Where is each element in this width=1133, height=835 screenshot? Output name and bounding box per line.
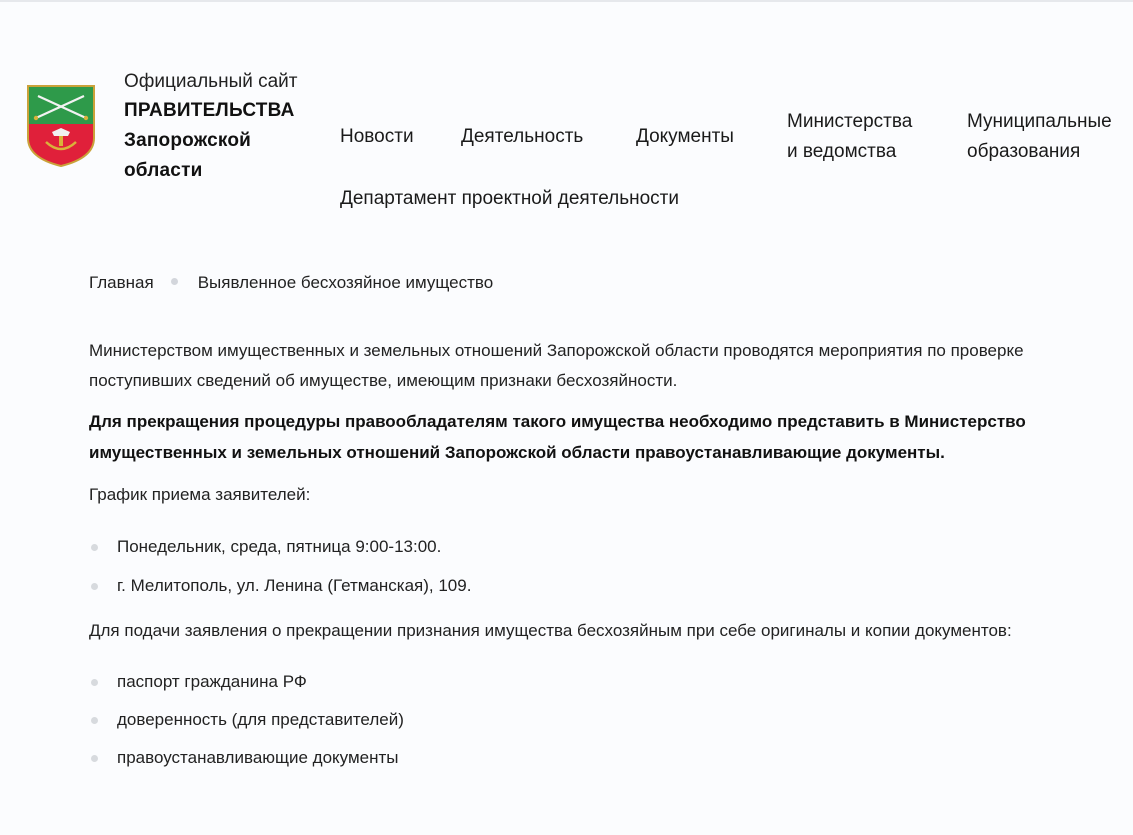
list-item-text: правоустанавливающие документы xyxy=(117,748,399,767)
documents-heading: Для подачи заявления о прекращении признания имущества бесхозяйным при себе оригиналы и копии документов: xyxy=(89,621,1012,640)
list-item xyxy=(89,571,1119,601)
nav-ministries[interactable] xyxy=(787,107,957,167)
site-brand[interactable] xyxy=(124,68,324,186)
nav-ministries-line1: Министерства xyxy=(787,111,913,132)
brand-subtitle: Официальный сайт xyxy=(124,71,298,92)
list-item xyxy=(89,743,1119,773)
brand-title-line1: ПРАВИТЕЛЬСТВА xyxy=(124,100,295,121)
list-item-text: паспорт гражданина РФ xyxy=(117,672,307,691)
brand-title-line3: области xyxy=(124,160,203,181)
list-item-text: доверенность (для представителей) xyxy=(117,710,404,729)
bullet-icon xyxy=(91,755,98,762)
notice-paragraph: Для прекращения процедуры правообладателям такого имущества необходимо представить в Министерство имущественных и земельных отношений Запорожской области правоустанавливающие документы. xyxy=(89,412,1026,462)
nav-news[interactable]: Новости xyxy=(340,126,414,147)
list-item xyxy=(89,667,1119,697)
schedule-heading: График приема заявителей: xyxy=(89,485,311,504)
breadcrumb xyxy=(89,270,493,296)
list-item xyxy=(89,532,1119,562)
list-item xyxy=(89,705,1119,735)
intro-paragraph: Министерством имущественных и земельных отношений Запорожской области проводятся мероприятия по проверке поступивших сведений об имуществе, имеющим признаки бесхозяйности. xyxy=(89,341,1024,390)
coat-of-arms-icon[interactable] xyxy=(26,84,96,168)
breadcrumb-separator xyxy=(171,278,178,285)
top-border xyxy=(0,0,1133,2)
breadcrumb-current: Выявленное бесхозяйное имущество xyxy=(197,273,494,292)
nav-activity[interactable]: Деятельность xyxy=(461,126,584,147)
nav-ministries-line2: и ведомства xyxy=(787,141,897,162)
nav-documents[interactable]: Документы xyxy=(636,126,734,147)
main-content xyxy=(89,336,1119,781)
list-item-text: Понедельник, среда, пятница 9:00-13:00. xyxy=(117,537,442,556)
breadcrumb-home[interactable]: Главная xyxy=(89,273,154,292)
brand-title-line2: Запорожской xyxy=(124,130,252,151)
nav-municipal[interactable] xyxy=(967,107,1133,167)
bullet-icon xyxy=(91,679,98,686)
nav-municipal-line2: образования xyxy=(967,141,1081,162)
schedule-list xyxy=(89,532,1119,601)
documents-list xyxy=(89,667,1119,773)
bullet-icon xyxy=(91,717,98,724)
nav-municipal-line1: Муниципальные xyxy=(967,111,1112,132)
nav-department[interactable]: Департамент проектной деятельности xyxy=(340,188,679,209)
bullet-icon xyxy=(91,583,98,590)
bullet-icon xyxy=(91,544,98,551)
list-item-text: г. Мелитополь, ул. Ленина (Гетманская), 109. xyxy=(117,576,472,595)
